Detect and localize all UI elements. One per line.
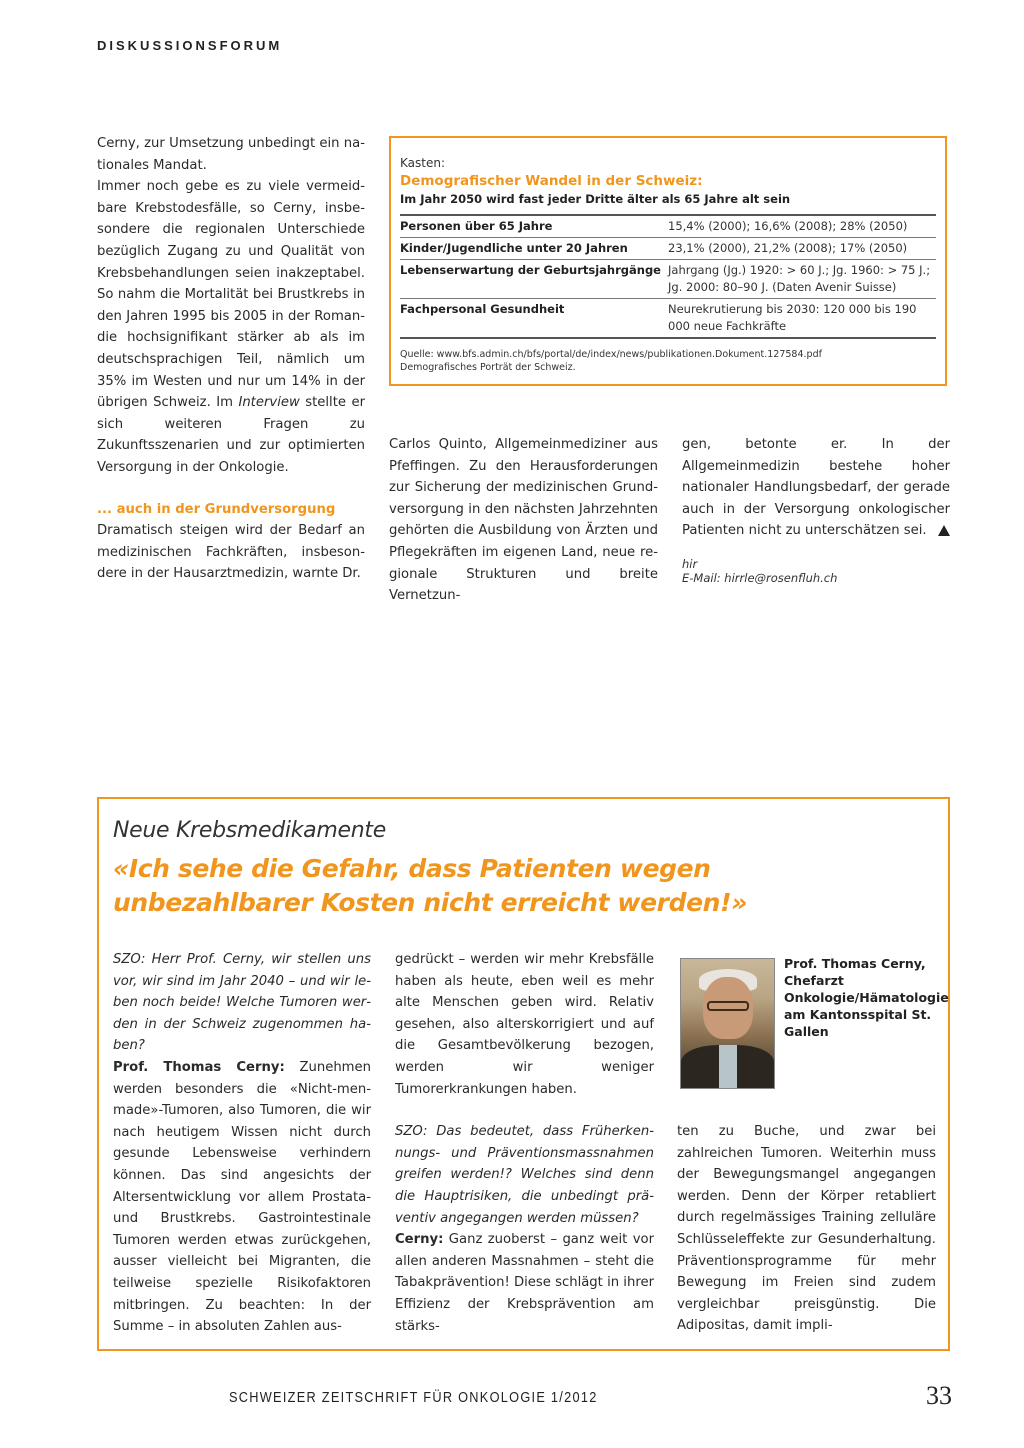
paragraph: Immer noch gebe es zu viele vermeidbare Krebstodesfälle, so Cerny, insbesondere die regionalen Unterschiede bezüglich Zugang zu und Qualität von Krebsbehandlungen seien inakzeptabel. So nahm die Mortalität bei Brustkrebs in den Jahren 1995 bis 2005 in der Romandie hochsignifikant stärker ab als im deutschsprachigen Teil, nämlich um 35% im Westen und nur um 14% in der übrigen Schweiz. Im Interview stellte er sich weiteren Fragen zu Zukunftsszenarien und zur optimierten Versorgung in der Onkologie. [97,179,365,475]
section-subhead: ... auch in der Grundversorgung [97,501,336,517]
box-subtitle: Im Jahr 2050 wird fast jeder Dritte älter als 65 Jahre alt sein [400,192,791,206]
paragraph: Cerny, zur Umsetzung unbedingt ein nationales Mandat. [97,136,365,173]
page-number: 33 [926,1381,952,1410]
question: SZO: Herr Prof. Cerny, wir stellen uns vor, wir sind im Jahr 2040 – und wir leben noch beide! Welche Tumoren werden in der Schweiz zugenommen haben? [113,952,371,1054]
box-title: Demografischer Wandel in der Schweiz: [400,173,703,189]
answer: gedrückt – werden wir mehr Krebsfälle haben als heute, eben weil es mehr alte Menschen geben wird. Relativ gesehen, also alterskorrigiert und auf die Gesamtbevölkerung bezogen, werden wir weniger Tumorerkrankungen haben. [395,952,654,1097]
table-row: Kinder/Jugendliche unter 20 Jahren 23,1% (2000), 21,2% (2008); 17% (2050) [400,238,936,260]
demographics-table [400,214,936,339]
paragraph: Carlos Quinto, Allgemeinmediziner aus Pfeffingen. Zu den Herausforderungen zur Sicherung der medizinischen Grundversorgung in den nächsten Jahrzehnten gehörten die Ausbildung von Ärzten und Pflegekräften im eigenen Land, neue regionale Strukturen und breite Vernetzun- [389,437,658,604]
portrait-photo [680,958,775,1089]
box-source: Quelle: www.bfs.admin.ch/bfs/portal/de/index/news/publikationen.Dokument.127584.pdf Demografisches Porträt der Schweiz. [400,349,822,373]
table-row: Personen über 65 Jahre 15,4% (2000); 16,6% (2008); 28% (2050) [400,215,936,238]
answer: ten zu Buche, und zwar bei zahlreichen Tumoren. Weiterhin muss der Bewegungsmangel angegangen werden. Denn der Körper retabliert durch regelmässiges Training zelluläre Schlüsseleffekte zur Gesunderhaltung. Präventionsprogramme für mehr Bewegung im Freien sind zudem vergleichbar preisgünstig. Die Adipositas, damit impli- [677,1124,936,1334]
interview-title: «Ich sehe die Gefahr, dass Patienten wegen unbezahlbarer Kosten nicht erreicht werden!» [113,854,747,917]
interview-kicker: Neue Krebsmedikamente [113,818,386,843]
photo-caption: Prof. Thomas Cerny, Chefarzt Onkologie/Hämatologie am Kantonsspital St. Gallen [784,956,949,1039]
author-signature: hir E-Mail: hirrle@rosenfluh.ch [682,557,838,585]
box-label: Kasten: [400,156,445,170]
interview-column-3 [677,1121,936,1337]
answer: Prof. Thomas Cerny: Zunehmen werden besonders die «Nicht-men-made»-Tumoren, also Tumoren, die wir nach heutigem Wissen nicht durch gesunde Lebensweise verhindern können. Das sind angesichts der Altersentwicklung vor allem Prostata- und Brustkrebs. Gastrointestinale Tumoren werden etwas zurückgehen, ausser vielleicht bei Migranten, die teilweise spezielle Risikofaktoren mitbringen. Zu beachten: In der Summe – in absoluten Zahlen aus- [113,1059,371,1335]
journal-footer: SCHWEIZER ZEITSCHRIFT FÜR ONKOLOGIE 1/2012 [229,1389,598,1406]
table-row: Lebenserwartung der Geburtsjahrgänge Jahrgang (Jg.) 1920: > 60 J.; Jg. 1960: > 75 J.; Jg. 2000: 80–90 J. (Daten Avenir Suisse) [400,260,936,299]
column-1 [97,133,365,585]
table-row: Fachpersonal Gesundheit Neurekrutierung bis 2030: 120 000 bis 190 000 neue Fachkräfte [400,302,917,333]
column-3 [682,434,950,542]
info-box [389,136,947,386]
end-mark-icon [938,525,950,536]
interview-column-1 [113,949,371,1338]
paragraph: gen, betonte er. In der Allgemeinmedizin bestehe hoher nationaler Handlungsbedarf, der gerade auch in der Versorgung onkologischer Patienten nicht zu unterschätzen sei. [682,437,950,539]
question: SZO: Das bedeutet, dass Früherkennungs- und Präventionsmassnahmen greifen werden!? Welches sind denn die Hauptrisiken, die unbedingt präventiv angegangen werden müssen? [395,1124,654,1226]
interview-column-2 [395,949,654,1337]
column-2 [389,434,658,607]
answer: Cerny: Ganz zuoberst – ganz weit vor allen anderen Massnahmen – steht die Tabakprävention! Diese schlägt in ihrer Effizienz der Krebsprävention am stärks- [395,1232,654,1334]
running-head: DISKUSSIONSFORUM [97,38,283,53]
paragraph: Dramatisch steigen wird der Bedarf an medizinischen Fachkräften, insbesondere in der Hausarztmedizin, warnte Dr. [97,523,365,582]
